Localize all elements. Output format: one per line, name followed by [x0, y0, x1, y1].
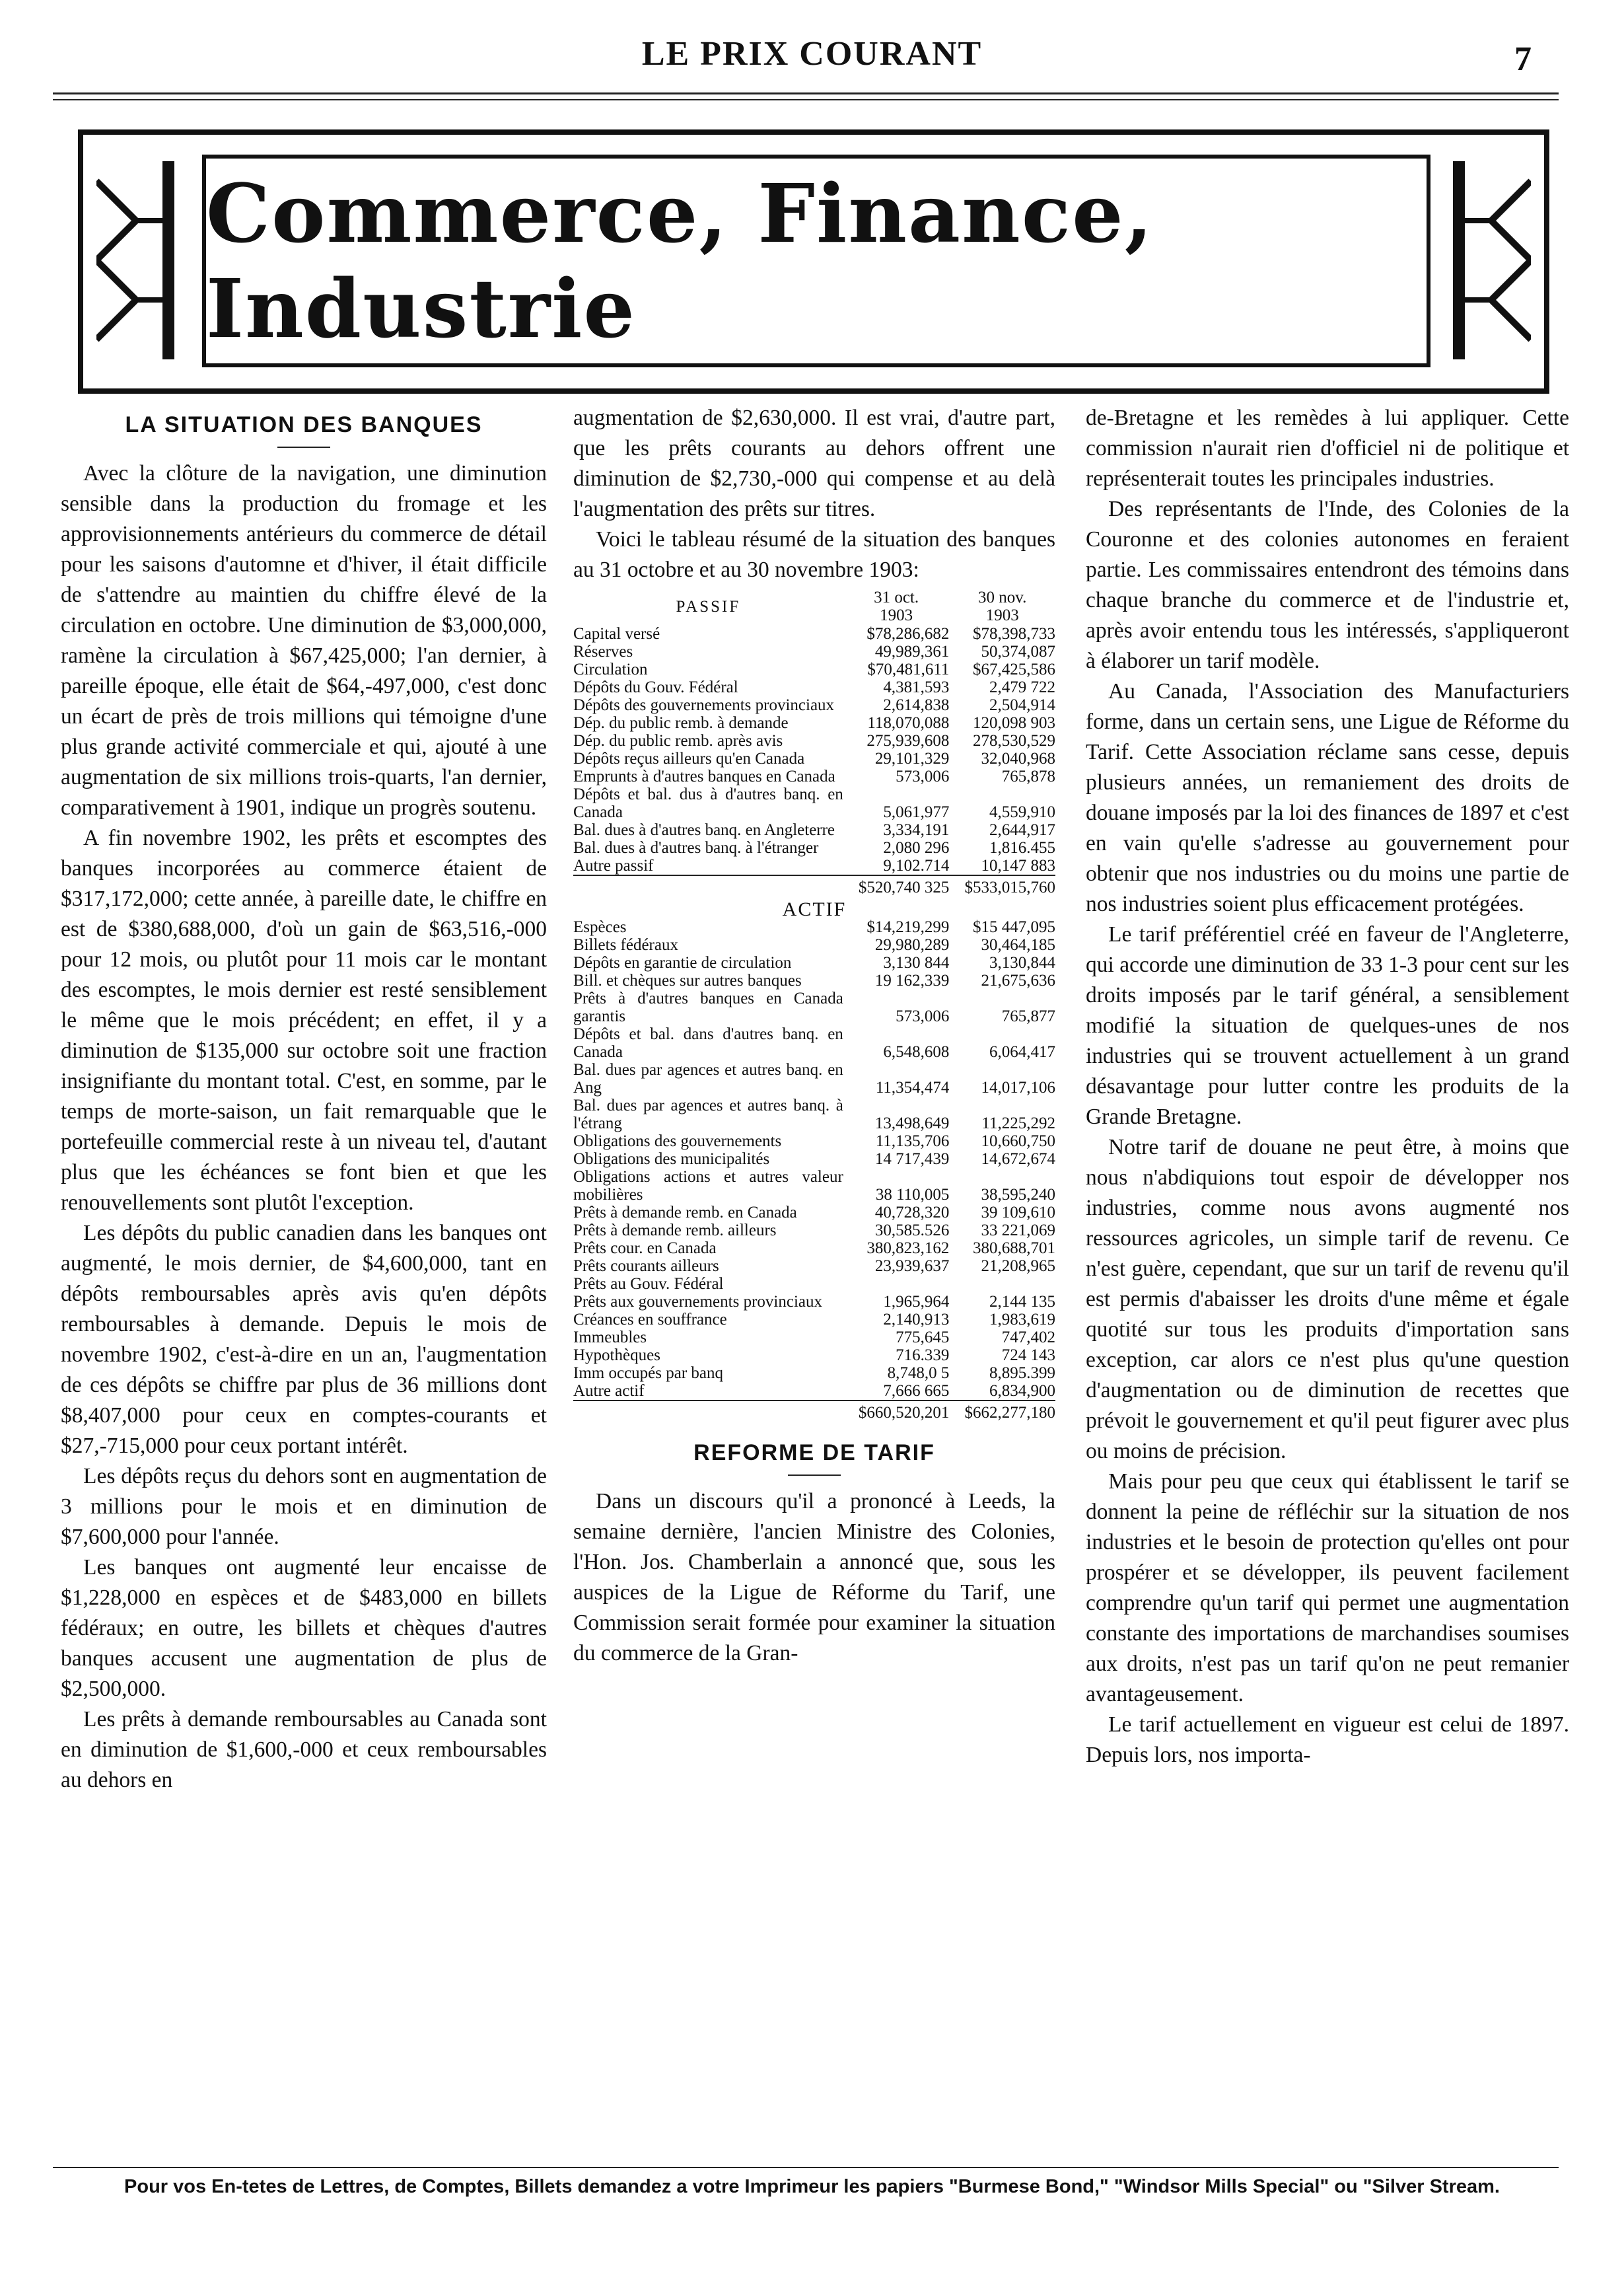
row-value: $78,398,733: [973, 625, 1055, 643]
table-row: [573, 768, 1055, 785]
header-rule: [53, 92, 1559, 94]
row-value: 1,816.455: [989, 839, 1055, 857]
paragraph: Des représentants de l'Inde, des Colonies de la Couronne et des colonies autonomes en feraient partie. Les commissaires entendront des témoins dans chaque branche du commerce et de l'industrie et, après avoir entendu tous les intéressés, s'appliqueront à élaborer un tarif modèle.: [1086, 497, 1569, 673]
table-row: [573, 732, 1055, 750]
banner-frame: [202, 155, 1430, 367]
row-value: 38,595,240: [981, 1186, 1055, 1204]
row-value: 4,381,593: [883, 678, 950, 696]
table-row: [573, 1328, 1055, 1346]
paragraph: Les dépôts du public canadien dans les banques ont augmenté, le mois dernier, de $4,600,000, tant en dépôts remboursables après avis qu'en dépôts remboursables à demande. Depuis le mois de novembre 1902, c'est-à-dire en un an, l'augmentation de ces dépôts se chiffre par plus de 36 millions dont $8,407,000 pour ceux en comptes-courants et $27,-715,000 pour ceux portant intérêt.: [61, 1221, 547, 1458]
page-number: 7: [1514, 40, 1532, 78]
row-value: 3,130,844: [989, 954, 1055, 972]
paragraph: Le tarif préférentiel créé en faveur de l'Angleterre, qui accorde une diminution de 33 1-3 pour cent sur les droits imposés par le tarif général, a sensiblement modifié la situation de quelques-unes de nos industries qui se trouvent actuellement à un grand désavantage pour lutter contre les produits de la Grande Bretagne.: [1086, 922, 1569, 1129]
row-value: 2,140,913: [883, 1311, 950, 1328]
actif-header: ACTIF: [782, 898, 847, 920]
row-value: 30,464,185: [981, 936, 1055, 954]
row-label: Dép. du public remb. à demande: [573, 714, 789, 732]
row-value: 2,614,838: [883, 696, 950, 714]
row-value: 1,983,619: [989, 1311, 1055, 1328]
row-value: 380,823,162: [866, 1239, 950, 1257]
table-row: [573, 714, 1055, 732]
table-row: [573, 1382, 1055, 1401]
row-label: Obligations des gouvernements: [573, 1132, 782, 1150]
row-value: 120,098 903: [973, 714, 1055, 732]
table-row: [573, 1346, 1055, 1364]
row-label: Autre actif: [573, 1382, 645, 1400]
row-value: 50,374,087: [981, 643, 1055, 661]
row-value: 23,939,637: [874, 1257, 950, 1275]
article-heading: LA SITUATION DES BANQUES: [125, 412, 483, 437]
table-row: [573, 936, 1055, 954]
row-label: Obligations des municipalités: [573, 1150, 770, 1168]
row-value: 9,102.714: [883, 857, 950, 875]
row-label: Circulation: [573, 661, 648, 678]
row-value: 4,559,910: [989, 803, 1055, 821]
column-1: [61, 403, 547, 1796]
row-value: 5,061,977: [883, 803, 950, 821]
row-value: 1,965,964: [883, 1293, 950, 1311]
row-label: Prêts à d'autres banques en Canada garantis: [573, 990, 843, 1025]
table-row: [573, 1097, 1055, 1132]
table-row: [573, 918, 1055, 936]
row-value: [949, 1275, 1055, 1293]
banner-title: Commerce, Finance, Industrie: [206, 166, 1154, 356]
row-value: 13,498,649: [874, 1114, 950, 1132]
table-row: [573, 972, 1055, 990]
row-value: 278,530,529: [973, 732, 1055, 750]
passif-total-row: [573, 875, 1055, 900]
row-label: Dépôts et bal. dus à d'autres banq. en Canada: [573, 785, 843, 821]
paragraph: Les prêts à demande remboursables au Canada sont en diminution de $1,600,-000 et ceux remboursables au dehors en: [61, 1707, 547, 1792]
row-label: Imm occupés par banq: [573, 1364, 724, 1382]
paragraph: de-Bretagne et les remèdes à lui appliquer. Cette commission n'aurait rien d'officiel ni de politique et représenterait toutes les principales industries.: [1086, 406, 1569, 491]
row-value: 2,144 135: [989, 1293, 1055, 1311]
row-label: Immeubles: [573, 1328, 647, 1346]
row-label: Prêts aux gouvernements provinciaux: [573, 1293, 822, 1311]
row-value: 765,877: [1001, 1007, 1055, 1025]
row-label: Bal. dues à d'autres banq. à l'étranger: [573, 839, 819, 857]
row-label: Autre passif: [573, 857, 654, 875]
row-value: 724 143: [1001, 1346, 1055, 1364]
article-heading: REFORME DE TARIF: [693, 1440, 935, 1465]
total-cell: $662,277,180: [949, 1401, 1055, 1426]
table-row: [573, 643, 1055, 661]
row-value: 6,548,608: [883, 1043, 950, 1061]
column-2: [573, 403, 1055, 1669]
table-row: [573, 785, 1055, 821]
paragraph: Dans un discours qu'il a prononcé à Leeds, la semaine dernière, l'ancien Ministre des Colonies, l'Hon. Jos. Chamberlain a annoncé que, sous les auspices de la Ligue de Réforme du Tarif, une Commission serait formée pour examiner la situation du commerce de la Gran-: [573, 1489, 1055, 1665]
row-value: 14 717,439: [874, 1150, 950, 1168]
paragraph: Avec la clôture de la navigation, une diminution sensible dans la production du fromage et les approvisionnements antérieurs du commerce de détail pour les saisons d'automne et d'hiver, il était difficile de s'attendre au maintien du chiffre élevé de la circulation en octobre. Une diminution de $3,000,000, ramène la circulation à $67,425,000; l'an dernier, à pareille époque, elle était de $64,-497,000, c'est donc un écart de près de trois millions qui témoigne d'une plus grande activité commerciale et qui, ajouté à une augmentation de six millions trois-quarts, l'an dernier, comparativement à 1901, indique un progrès soutenu.: [61, 461, 547, 820]
row-value: 3,130 844: [883, 954, 950, 972]
paragraph: Voici le tableau résumé de la situation des banques au 31 octobre et au 30 novembre 1903:: [573, 527, 1055, 582]
row-value: 8,748,0 5: [887, 1364, 950, 1382]
row-label: Créances en souffrance: [573, 1311, 727, 1328]
row-value: 21,675,636: [981, 972, 1055, 990]
paragraph: augmentation de $2,630,000. Il est vrai, d'autre part, que les prêts courants au dehors offrent une diminution de $2,730,-000 qui compense et au delà l'augmentation des prêts sur titres.: [573, 406, 1055, 521]
row-label: Réserves: [573, 643, 633, 661]
row-value: 33 221,069: [981, 1221, 1055, 1239]
table-row: [573, 625, 1055, 643]
row-value: 11,225,292: [981, 1114, 1055, 1132]
row-label: Prêts cour. en Canada: [573, 1239, 717, 1257]
total-cell: $660,520,201: [843, 1401, 950, 1426]
row-label: Prêts à demande remb. ailleurs: [573, 1221, 777, 1239]
table-row: [573, 1132, 1055, 1150]
paragraph: Au Canada, l'Association des Manufacturiers forme, dans un certain sens, une Ligue de Réforme du Tarif. Cette Association réclame sans cesse, depuis plusieurs années, un remaniement des droits de douane imposés par la loi des finances de 1897 et c'est en vain qu'elle s'adresse au gouvernement pour obtenir que nos industries ou du moins une partie de nos industries soient plus efficacement protégées.: [1086, 679, 1569, 916]
row-value: 775,645: [896, 1328, 950, 1346]
table-row: [573, 1257, 1055, 1275]
row-value: 14,672,674: [981, 1150, 1055, 1168]
passif-rows: [573, 625, 1055, 875]
row-value: 118,070,088: [867, 714, 950, 732]
row-label: Dépôts des gouvernements provinciaux: [573, 696, 835, 714]
row-value: [843, 1275, 950, 1293]
row-label: Bal. dues à d'autres banq. en Angleterre: [573, 821, 835, 839]
row-value: 2,479 722: [989, 678, 1055, 696]
table-row: [573, 821, 1055, 839]
running-title: LE PRIX COURANT: [641, 35, 983, 73]
row-value: 21,208,965: [981, 1257, 1055, 1275]
row-value: 2,080 296: [883, 839, 950, 857]
row-value: 7,666 665: [883, 1382, 950, 1400]
row-label: Capital versé: [573, 625, 660, 643]
table-row: [573, 678, 1055, 696]
row-value: 275,939,608: [866, 732, 950, 750]
row-label: Bal. dues par agences et autres banq. en Ang: [573, 1061, 843, 1097]
actif-rows: [573, 918, 1055, 1401]
table-row: [573, 661, 1055, 678]
total-cell: $520,740 325: [843, 875, 950, 900]
table-row: [573, 1239, 1055, 1257]
footer-rule: [53, 2167, 1559, 2168]
actif-total-row: [573, 1401, 1055, 1426]
row-label: Prêts à demande remb. en Canada: [573, 1204, 797, 1221]
row-label: Prêts courants ailleurs: [573, 1257, 719, 1275]
row-label: Obligations actions et autres valeur mobilières: [573, 1168, 843, 1204]
row-label: Bill. et chèques sur autres banques: [573, 972, 802, 990]
row-value: $67,425,586: [973, 661, 1055, 678]
row-value: 32,040,968: [981, 750, 1055, 768]
right-ornament-icon: [1438, 155, 1531, 367]
row-label: Dépôts du Gouv. Fédéral: [573, 678, 738, 696]
row-label: Espèces: [573, 918, 627, 936]
row-label: Dép. du public remb. après avis: [573, 732, 783, 750]
table-row: [573, 1025, 1055, 1061]
row-value: 29,980,289: [874, 936, 950, 954]
row-value: 573,006: [896, 768, 950, 785]
row-label: Dépôts reçus ailleurs qu'en Canada: [573, 750, 805, 768]
section-banner: [78, 129, 1549, 394]
row-label: Bal. dues par agences et autres banq. à l'étrang: [573, 1097, 843, 1132]
row-value: 10,660,750: [981, 1132, 1055, 1150]
row-value: 39 109,610: [981, 1204, 1055, 1221]
row-value: 38 110,005: [875, 1186, 950, 1204]
table-row: [573, 1311, 1055, 1328]
row-value: 19 162,339: [874, 972, 950, 990]
header-rule-thin: [53, 99, 1559, 100]
row-value: $78,286,682: [866, 625, 950, 643]
row-label: Hypothèques: [573, 1346, 660, 1364]
row-value: 2,644,917: [989, 821, 1055, 839]
table-row: [573, 750, 1055, 768]
left-ornament-icon: [96, 155, 189, 367]
row-value: 49,989,361: [874, 643, 950, 661]
table-row: [573, 990, 1055, 1025]
paragraph: Le tarif actuellement en vigueur est celui de 1897. Depuis lors, nos importa-: [1086, 1712, 1569, 1767]
row-value: 765,878: [1001, 768, 1055, 785]
row-value: 573,006: [896, 1007, 950, 1025]
paragraph: A fin novembre 1902, les prêts et escomptes des banques incorporées au commerce étaient de $317,172,000; cette année, à pareille date, le chiffre en est de $380,688,000, d'où un gain de $63,516,-000 pour 12 mois, ou plutôt pour 11 mois car le montant des escomptes, le mois dernier est resté sensiblement le même que le mois précédent; en effet, il y a diminution de $135,000 sur octobre soit une fraction insignifiante du montant total. C'est, en somme, par le temps de morte-saison, un fait remarquable que le portefeuille commercial reste à un niveau tel, d'autant plus que les échéances se font bien et que les renouvellements sont plutôt l'exception.: [61, 826, 547, 1215]
row-value: 3,334,191: [883, 821, 950, 839]
table-row: [573, 696, 1055, 714]
table-row: [573, 1168, 1055, 1204]
row-value: 747,402: [1001, 1328, 1055, 1346]
row-label: Billets fédéraux: [573, 936, 678, 954]
row-value: 6,064,417: [989, 1043, 1055, 1061]
row-value: 11,135,706: [875, 1132, 950, 1150]
table-row: [573, 839, 1055, 857]
table-row: [573, 1364, 1055, 1382]
row-value: 380,688,701: [973, 1239, 1055, 1257]
row-value: 40,728,320: [874, 1204, 950, 1221]
footer-advertisement: Pour vos En-tetes de Lettres, de Comptes, Billets demandez a votre Imprimeur les papiers "Burmese Bond," "Windsor Mills Special" ou "Silver Stream.: [124, 2176, 1500, 2197]
row-value: 29,101,329: [874, 750, 950, 768]
row-value: 11,354,474: [875, 1079, 950, 1097]
row-value: $70,481,611: [867, 661, 950, 678]
row-value: 716.339: [896, 1346, 950, 1364]
row-label: Dépôts en garantie de circulation: [573, 954, 792, 972]
paragraph: Mais pour peu que ceux qui établissent le tarif se donnent la peine de réfléchir sur la situation de nos industries et le besoin de protection qu'elles ont pour prospérer et se développer, ils peuvent facilement comprendre qu'un tarif qui permet une augmentation constante des importations de marchandises soumises aux droits, n'est pas un tarif qu'on ne peut remanier avantageusement.: [1086, 1469, 1569, 1706]
paragraph: Les banques ont augmenté leur encaisse de $1,228,000 en espèces et de $483,000 en billets fédéraux; en outre, les billets et chèques d'autres banques accusent une augmentation de plus de $2,500,000.: [61, 1555, 547, 1701]
column-header-oct: 31 oct. 1903: [874, 589, 919, 624]
row-value: 8,895.399: [989, 1364, 1055, 1382]
row-value: 6,834,900: [989, 1382, 1055, 1400]
paragraph: Les dépôts reçus du dehors sont en augmentation de 3 millions pour le mois et en diminution de $7,600,000 pour l'année.: [61, 1464, 547, 1549]
table-row: [573, 1204, 1055, 1221]
table-row: [573, 1221, 1055, 1239]
table-row: [573, 1275, 1055, 1293]
row-label: Dépôts et bal. dans d'autres banq. en Canada: [573, 1025, 843, 1061]
row-value: $14,219,299: [866, 918, 950, 936]
total-cell: $533,015,760: [949, 875, 1055, 900]
row-value: $15 447,095: [973, 918, 1055, 936]
table-row: [573, 857, 1055, 875]
row-value: 2,504,914: [989, 696, 1055, 714]
table-row: [573, 954, 1055, 972]
table-row: [573, 1061, 1055, 1097]
paragraph: Notre tarif de douane ne peut être, à moins que nous n'abdiquions tout espoir de développer nos industries, comme nous avons augmenté nos ressources agricoles, un simple tarif de revenu. Ce n'est guère, cependant, que sur un tarif de revenu qu'il est permis d'abaisser les droits d'une même et égale quotité sur tous les produits d'importation sans exception, car alors ce n'est plus qu'une question d'augmentation ou de diminution de recettes que prévoit le gouvernement et qu'il peut figurer avec plus ou moins de précision.: [1086, 1135, 1569, 1463]
table-row: [573, 1293, 1055, 1311]
row-value: 14,017,106: [981, 1079, 1055, 1097]
column-3: [1086, 403, 1569, 1770]
row-value: 30,585.526: [874, 1221, 950, 1239]
column-header-nov: 30 nov. 1903: [978, 589, 1027, 624]
heading-rule: [788, 1474, 841, 1476]
row-label: Emprunts à d'autres banques en Canada: [573, 768, 835, 785]
passif-header: PASSIF: [676, 597, 741, 616]
table-row: [573, 1150, 1055, 1168]
bank-statement-table: [573, 588, 1055, 1426]
row-label: Prêts au Gouv. Fédéral: [573, 1275, 724, 1293]
row-value: 10,147 883: [981, 857, 1055, 875]
heading-rule: [277, 447, 330, 448]
